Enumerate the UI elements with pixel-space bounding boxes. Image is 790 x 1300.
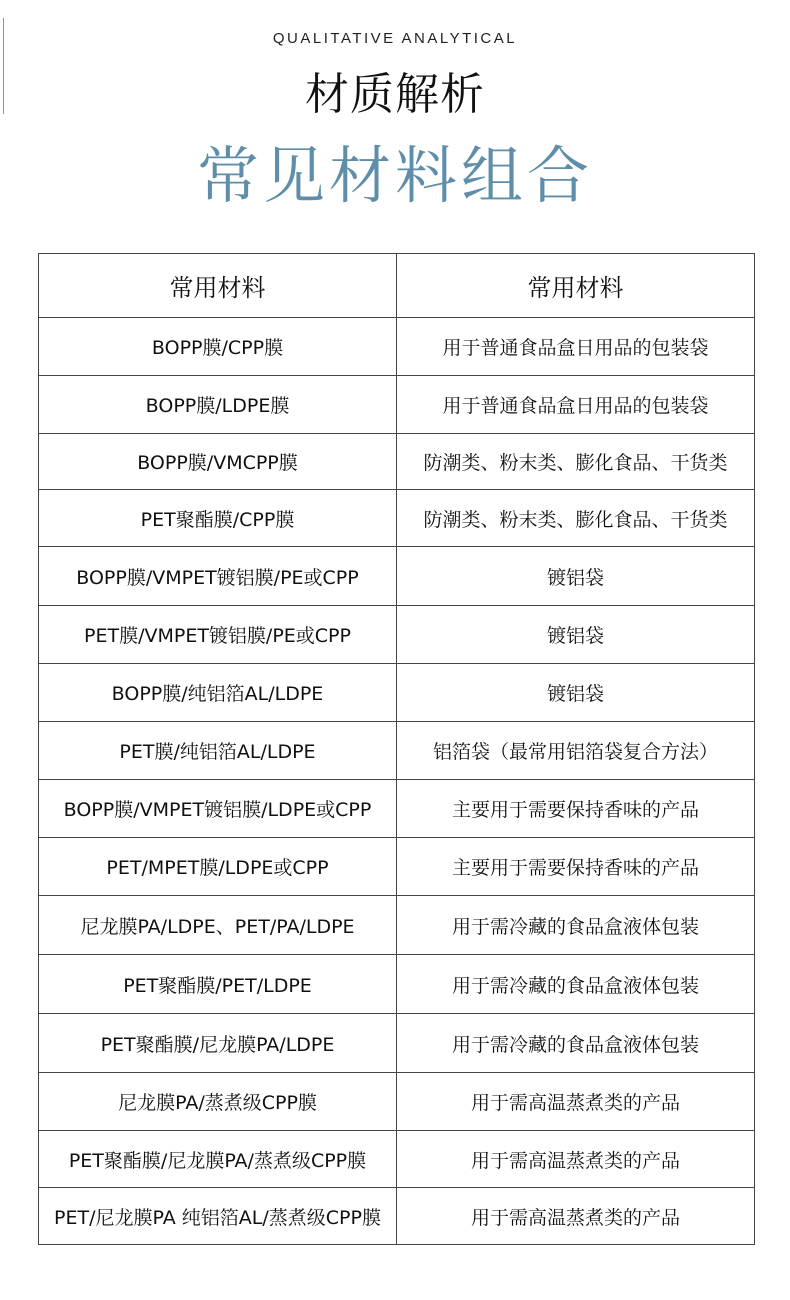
material-cell: BOPP膜/VMPET镀铝膜/LDPE或CPP [39,780,397,838]
usage-cell: 主要用于需要保持香味的产品 [397,838,755,896]
material-cell: BOPP膜/CPP膜 [39,318,397,376]
material-cell: PET聚酯膜/尼龙膜PA/蒸煮级CPP膜 [39,1131,397,1188]
usage-cell: 用于需冷藏的食品盒液体包装 [397,1014,755,1073]
usage-cell: 防潮类、粉末类、膨化食品、干货类 [397,490,755,547]
page-title: 材质解析 [305,69,485,120]
header-usage: 常用材料 [397,254,755,318]
section-heading: 常见材料组合 [196,139,593,212]
usage-cell: 镀铝袋 [397,547,755,606]
table-row [39,1188,755,1245]
usage-cell: 用于需冷藏的食品盒液体包装 [397,896,755,955]
usage-cell: 用于需高温蒸煮类的产品 [397,1073,755,1131]
usage-cell: 用于需高温蒸煮类的产品 [397,1131,755,1188]
table-header-row [39,254,755,318]
table-row [39,606,755,664]
usage-cell: 防潮类、粉末类、膨化食品、干货类 [397,434,755,490]
usage-cell: 用于普通食品盒日用品的包装袋 [397,318,755,376]
header-material: 常用材料 [39,254,397,318]
material-cell: PET/尼龙膜PA 纯铝箔AL/蒸煮级CPP膜 [39,1188,397,1245]
table-row [39,955,755,1014]
table-row [39,896,755,955]
table-row [39,1131,755,1188]
material-cell: PET/MPET膜/LDPE或CPP [39,838,397,896]
usage-cell: 用于需冷藏的食品盒液体包装 [397,955,755,1014]
table-row [39,1014,755,1073]
material-cell: BOPP膜/纯铝箔AL/LDPE [39,664,397,722]
usage-cell: 用于普通食品盒日用品的包装袋 [397,376,755,434]
table-row [39,434,755,490]
table-row [39,490,755,547]
table-row [39,1073,755,1131]
material-cell: 尼龙膜PA/蒸煮级CPP膜 [39,1073,397,1131]
usage-cell: 镀铝袋 [397,664,755,722]
table-row [39,547,755,606]
material-cell: BOPP膜/VMPET镀铝膜/PE或CPP [39,547,397,606]
table-row [39,318,755,376]
usage-cell: 镀铝袋 [397,606,755,664]
table-row [39,376,755,434]
material-cell: PET膜/VMPET镀铝膜/PE或CPP [39,606,397,664]
table-body [39,318,755,1245]
table-row [39,780,755,838]
table-row [39,664,755,722]
material-cell: 尼龙膜PA/LDPE、PET/PA/LDPE [39,896,397,955]
material-cell: PET聚酯膜/CPP膜 [39,490,397,547]
table-row [39,722,755,780]
material-cell: PET聚酯膜/PET/LDPE [39,955,397,1014]
usage-cell: 主要用于需要保持香味的产品 [397,780,755,838]
usage-cell: 铝箔袋（最常用铝箔袋复合方法） [397,722,755,780]
usage-cell: 用于需高温蒸煮类的产品 [397,1188,755,1245]
material-cell: BOPP膜/LDPE膜 [39,376,397,434]
material-cell: BOPP膜/VMCPP膜 [39,434,397,490]
material-cell: PET聚酯膜/尼龙膜PA/LDPE [39,1014,397,1073]
table-row [39,838,755,896]
material-cell: PET膜/纯铝箔AL/LDPE [39,722,397,780]
english-subtitle: QUALITATIVE ANALYTICAL [272,30,518,47]
materials-table [38,253,755,1245]
